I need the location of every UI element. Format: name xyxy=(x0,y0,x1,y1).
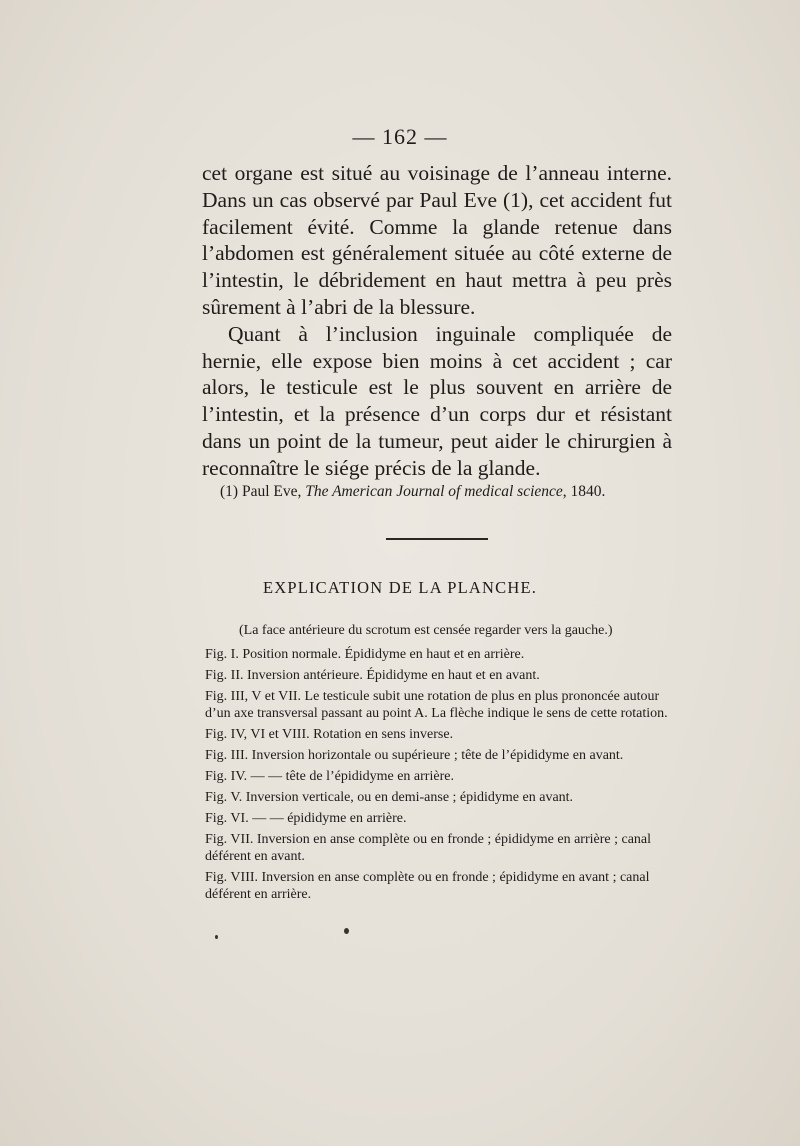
figure-caption: Fig. V. Inversion verticale, ou en demi-anse ; épididyme en avant. xyxy=(205,790,574,805)
section-divider xyxy=(386,538,488,540)
page-number: — 162 — xyxy=(352,124,448,149)
figure-caption: Fig. III. Inversion horizontale ou supérieure ; tête de l’épididyme en avant. xyxy=(205,748,624,763)
legend-intro: (La face antérieure du scrotum est censée regarder vers la gauche.) xyxy=(239,623,613,638)
figure-caption: Fig. II. Inversion antérieure. Épididyme en haut et en avant. xyxy=(205,668,540,683)
paragraph: Quant à l’inclusion inguinale compliquée de hernie, elle expose bien moins à cet accident ; car alors, le testicule est le plus souvent en arrière de l’intestin, et la présence d’un corps dur et résistant dans un point de la tumeur, peut aider le chirurgien à reconnaître le siége précis de la glande. xyxy=(202,321,672,480)
section-title: EXPLICATION DE LA PLANCHE. xyxy=(262,578,538,597)
figure-caption: Fig. I. Position normale. Épididyme en haut et en arrière. xyxy=(205,647,525,662)
figure-caption: Fig. IV, VI et VIII. Rotation en sens inverse. xyxy=(205,727,454,742)
figure-caption: Fig. III, V et VII. Le testicule subit une rotation de plus en plus prononcée autour d’un axe transversal passant au point A. La flèche indique le sens de cette rotation. xyxy=(205,689,668,721)
footnote-prefix: (1) Paul Eve, xyxy=(220,483,306,500)
footnote xyxy=(220,482,680,502)
figure-legend xyxy=(205,622,677,907)
figure-caption: Fig. VII. Inversion en anse complète ou en fronde ; épididyme en arrière ; canal déférent en avant. xyxy=(205,832,652,864)
footnote-journal-title: The American Journal of medical science xyxy=(305,483,563,500)
ink-spot xyxy=(215,935,218,939)
footnote-suffix: , 1840. xyxy=(562,483,606,500)
ink-spot xyxy=(344,928,349,934)
figure-caption: Fig. VIII. Inversion en anse complète ou en fronde ; épididyme en avant ; canal déférent en arrière. xyxy=(205,870,650,902)
paragraph: cet organe est situé au voisinage de l’anneau interne. Dans un cas observé par Paul Eve (1), cet accident fut facilement évité. Comme la glande retenue dans l’abdomen est généralement située au côté externe de l’intestin, le débridement en haut mettra à peu près sûrement à l’abri de la blessure. xyxy=(202,161,672,319)
figure-caption: Fig. VI. — — épididyme en arrière. xyxy=(205,811,407,826)
body-text xyxy=(202,160,672,482)
figure-caption: Fig. IV. — — tête de l’épididyme en arrière. xyxy=(205,769,454,784)
